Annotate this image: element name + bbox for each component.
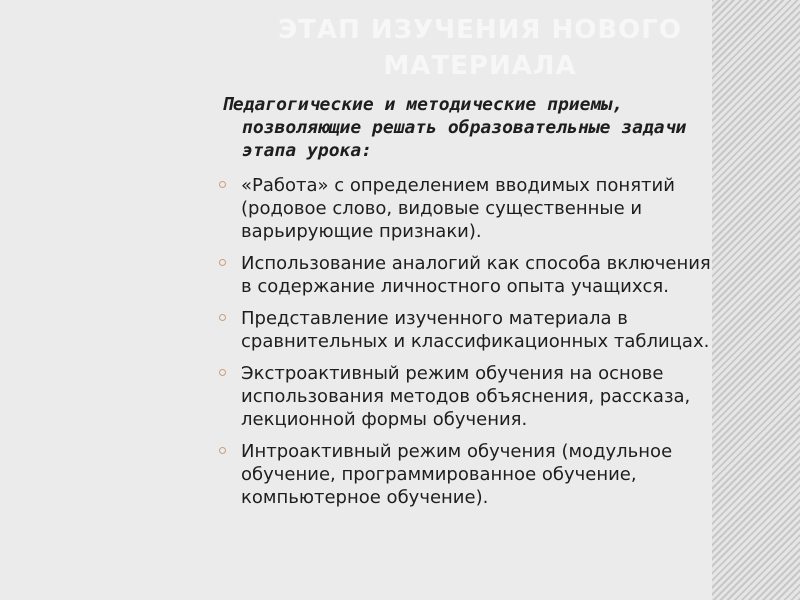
- list-item: [215, 307, 715, 353]
- circle-bullet-icon: [219, 369, 226, 376]
- circle-bullet-icon: [219, 259, 226, 266]
- decorative-stripe: [712, 0, 800, 600]
- list-item: [215, 440, 715, 509]
- slide-intro: Педагогические и методические приемы, позволяющие решать образовательные задачи этапа урока:: [222, 94, 687, 161]
- circle-bullet-icon: [219, 314, 226, 321]
- slide-content: [215, 93, 715, 518]
- list-item-text: Использование аналогий как способа включения в содержание личностного опыта учащихся.: [241, 253, 711, 297]
- list-item: [215, 362, 715, 431]
- list-item: [215, 252, 715, 298]
- list-item-text: Представление изученного материала в сравнительных и классификационных таблицах.: [241, 308, 710, 352]
- bullet-list: [215, 174, 715, 509]
- list-item: [215, 174, 715, 243]
- list-item-text: Интроактивный режим обучения (модульное обучение, программированное обучение, компьютерное обучение).: [241, 441, 673, 508]
- slide-title: ЭТАП ИЗУЧЕНИЯ НОВОГО МАТЕРИАЛА: [278, 15, 682, 81]
- circle-bullet-icon: [219, 447, 226, 454]
- list-item-text: Экстроактивный режим обучения на основе использования методов объяснения, рассказа, лекционной формы обучения.: [241, 363, 691, 430]
- circle-bullet-icon: [219, 181, 226, 188]
- list-item-text: «Работа» с определением вводимых понятий (родовое слово, видовые существенные и варьирующие признаки).: [241, 175, 675, 242]
